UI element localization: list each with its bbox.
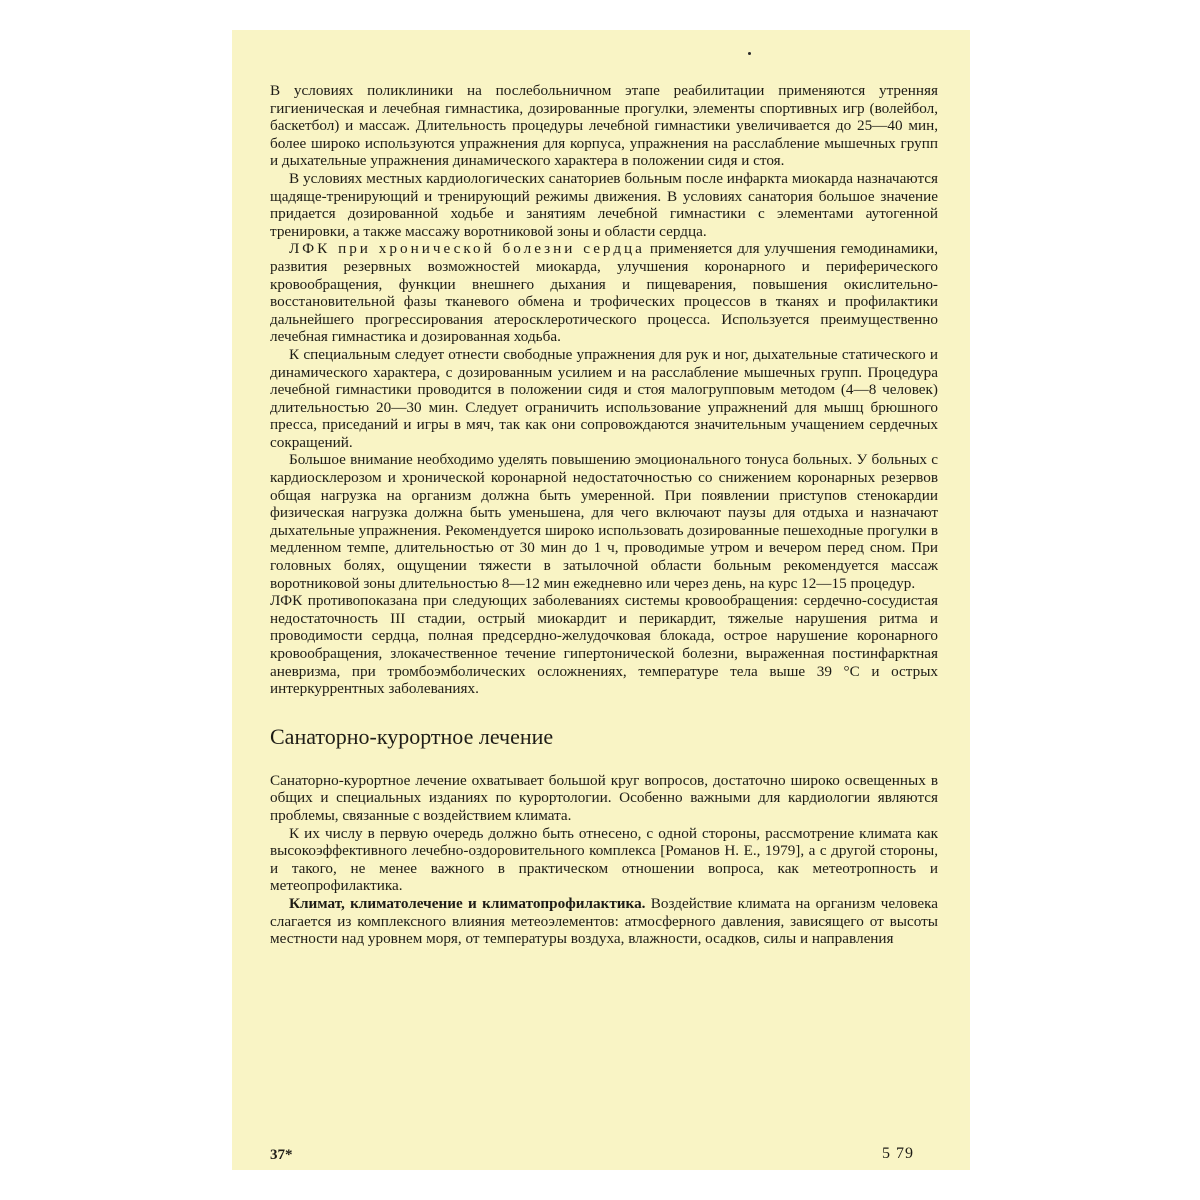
lfk-spaced-term: ЛФК при хронической болезни сердца (289, 240, 645, 258)
paragraph-climate (270, 895, 938, 948)
paragraph-sanatorium-regime: В условиях местных кардиологических санаториев больным после инфаркта миокарда назначаются щадяще-тренирующий и тренирующий режимы движения. В условиях санатория большое значение придается дозированной ходьбе и занятиям лечебной гимнастики с элементами аутогенной тренировки, а также массажу воротниковой зоны и области сердца. (270, 169, 938, 240)
paragraph-special-exercises: К специальным следует отнести свободные упражнения для рук и ног, дыхательные статического и динамического характера, с дозированным усилием и на расслабление мышечных групп. Процедура лечебной гимнастики проводится в положении сидя и стоя малогрупповым методом (4—8 человек) длительностью 20—30 мин. Следует ограничить использование упражнений для мышц брюшного пресса, приседаний и игры в мяч, так как они сопровождаются значительным учащением сердечных сокращений. (270, 345, 938, 451)
paragraph-climate-complex: К их числу в первую очередь должно быть отнесено, с одной стороны, рассмотрение климата как высокоэффективного лечебно-оздоровительного комплекса [Романов Н. Е., 1979], а с другой стороны, и такого, не менее важного в практическом отношении вопроса, как метеотропность и метеопрофилактика. (270, 824, 938, 895)
paragraph-lfk-chronic (270, 240, 938, 346)
paragraph-emotional-tone: Большое внимание необходимо уделять повышению эмоционального тонуса больных. У больных с кардиосклерозом и хронической коронарной недостаточностью со снижением коронарных резервов общая нагрузка на организм должна быть умеренной. При появлении приступов стенокардии физическая нагрузка должна быть уменьшена, для чего включают паузы для отдыха и назначают дыхательные упражнения. Рекомендуется широко использовать дозированные пешеходные прогулки в медленном темпе, длительностью от 30 мин до 1 ч, проводимые утром и вечером перед сном. При головных болях, ощущении тяжести в затылочной области больным рекомендуется массаж воротниковой зоны длительностью 8—12 мин ежедневно или через день, на курс 12—15 процедур. (270, 451, 938, 592)
page-number: 5 79 (882, 1145, 914, 1162)
lfk-description: применяется для улучшения гемодинамики, развития резервных возможностей миокарда, улучшения коронарного и периферического кровообращения, функции внешнего дыхания и пищеварения, повышения окислительно-восстановительной фазы тканевого обмена и трофических процессов в тканях и профилактики дальнейшего прогрессирования атеросклеротического процесса. Используется преимущественно лечебная гимнастика и дозированная ходьба. (270, 240, 939, 346)
book-page (232, 30, 970, 1170)
section-heading: Санаторно-курортное лечение (270, 723, 554, 749)
signature-mark: 37* (270, 1147, 293, 1163)
print-speck (748, 52, 751, 55)
paragraph-polyclinic: В условиях поликлиники на послебольничном этапе реабилитации применяются утренняя гигиеническая и лечебная гимнастика, дозированные прогулки, элементы спортивных игр (волейбол, баскетбол) и массаж. Длительность процедуры лечебной гимнастики увеличивается до 25—40 мин, более широко используются упражнения для корпуса, упражнения на расслабление мышечных групп и дыхательные упражнения динамического характера в положении сидя и стоя. (270, 82, 938, 170)
climate-text: Воздействие климата на организм человека слагается из комплексного влияния метеоэлементов: атмосферного давления, зависящего от высоты местности над уровнем моря, от температуры воздуха, влажности, осадков, силы и направления (270, 894, 938, 948)
page-body (270, 82, 938, 948)
paragraph-spa-intro: Санаторно-курортное лечение охватывает большой круг вопросов, достаточно широко освещенных в общих и специальных изданиях по курортологии. Особенно важными для кардиологии являются проблемы, связанные с воздействием климата. (270, 771, 938, 824)
paragraph-contraindications: ЛФК противопоказана при следующих заболеваниях системы кровообращения: сердечно-сосудистая недостаточность III стадии, острый миокардит и перикардит, тяжелые нарушения ритма и проводимости сердца, полная предсердно-желудочковая блокада, острое нарушение коронарного кровообращения, злокачественное течение гипертонической болезни, выраженная постинфарктная аневризма, при тромбоэмболических осложнениях, температуре тела выше 39 °С и острых интеркуррентных заболеваниях. (270, 592, 938, 698)
climate-bold-lead: Климат, климатолечение и климатопрофилактика. (289, 894, 646, 912)
